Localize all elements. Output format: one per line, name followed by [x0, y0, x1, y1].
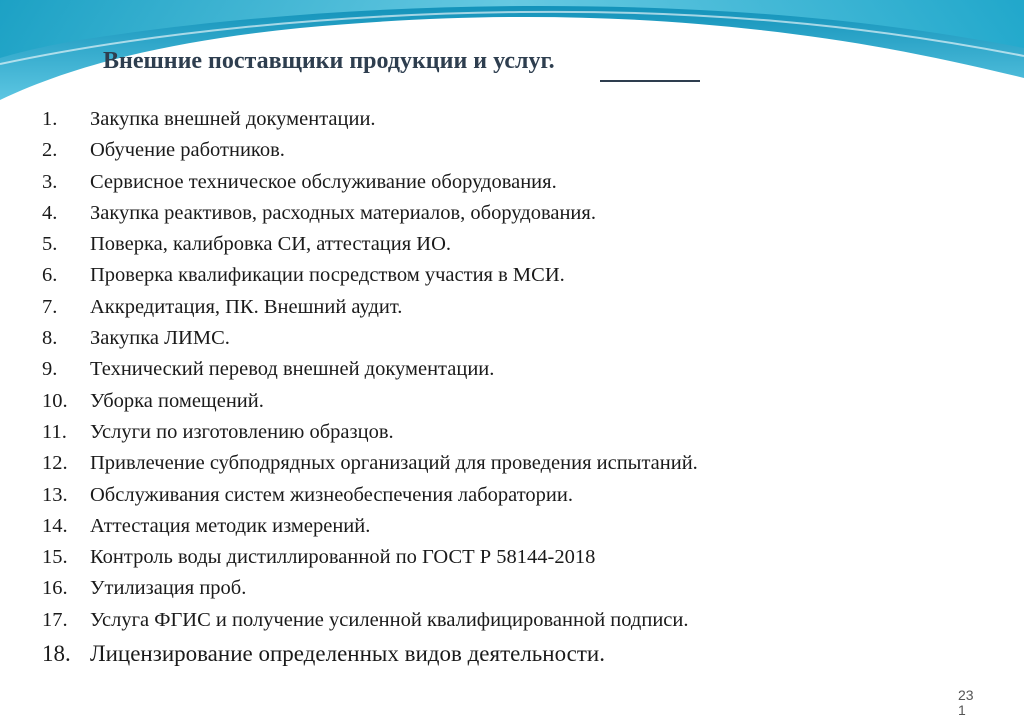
item-number: 8. [42, 327, 58, 350]
list-item [0, 480, 1024, 511]
item-number: 16. [42, 577, 68, 600]
list-item [0, 605, 1024, 636]
item-number: 7. [42, 295, 58, 318]
item-number: 12. [42, 452, 68, 475]
item-text: Закупка ЛИМС. [90, 327, 230, 350]
item-number: 13. [42, 483, 68, 506]
item-text: Закупка реактивов, расходных материалов, оборудования. [90, 201, 596, 224]
item-text: Обучение работников. [90, 139, 285, 162]
page-number-line: 23 [958, 687, 974, 703]
list-item [0, 386, 1024, 417]
item-text: Утилизация проб. [90, 577, 247, 600]
item-number: 3. [42, 170, 58, 193]
list-item [0, 135, 1024, 166]
item-number: 1. [42, 108, 58, 130]
list-item [0, 104, 1024, 135]
slide-page-number [958, 688, 978, 718]
item-text: Уборка помещений. [90, 389, 264, 412]
list-item [0, 292, 1024, 323]
title-underline [600, 80, 700, 82]
list-item [0, 448, 1024, 479]
item-number: 14. [42, 514, 68, 537]
item-text: Лицензирование определенных видов деятельности. [90, 641, 605, 667]
slide-title: Внешние поставщики продукции и услуг. [103, 48, 555, 74]
list-item [0, 638, 1024, 669]
list-item [0, 573, 1024, 604]
list-item [0, 198, 1024, 229]
item-number: 5. [42, 233, 58, 256]
item-number: 15. [42, 546, 68, 569]
supplier-list [0, 104, 1024, 669]
list-item [0, 260, 1024, 291]
item-number: 18. [42, 641, 71, 667]
item-text: Проверка квалификации посредством участия в МСИ. [90, 264, 565, 287]
item-number: 9. [42, 358, 58, 381]
item-text: Обслуживания систем жизнеобеспечения лаборатории. [90, 483, 573, 506]
item-text: Услуга ФГИС и получение усиленной квалифицированной подписи. [90, 608, 689, 631]
item-text: Привлечение субподрядных организаций для проведения испытаний. [90, 452, 698, 475]
item-number: 11. [42, 420, 67, 443]
list-item [0, 229, 1024, 260]
item-text: Аттестация методик измерений. [90, 514, 371, 537]
item-text: Аккредитация, ПК. Внешний аудит. [90, 295, 403, 318]
item-number: 2. [42, 139, 58, 162]
item-number: 17. [42, 608, 68, 631]
list-item [0, 511, 1024, 542]
item-number: 4. [42, 201, 58, 224]
list-item [0, 417, 1024, 448]
item-text: Поверка, калибровка СИ, аттестация ИО. [90, 233, 452, 256]
item-text: Услуги по изготовлению образцов. [90, 420, 394, 443]
list-item [0, 354, 1024, 385]
item-number: 6. [42, 264, 58, 287]
list-item [0, 323, 1024, 354]
page-number-line: 1 [958, 702, 966, 718]
item-text: Контроль воды дистиллированной по ГОСТ Р 58144-2018 [90, 546, 596, 569]
list-item [0, 542, 1024, 573]
item-text: Технический перевод внешней документации. [90, 358, 495, 381]
item-text: Сервисное техническое обслуживание оборудования. [90, 170, 557, 193]
item-number: 10. [42, 389, 68, 412]
list-item [0, 167, 1024, 198]
item-text: Закупка внешней документации. [90, 108, 376, 130]
